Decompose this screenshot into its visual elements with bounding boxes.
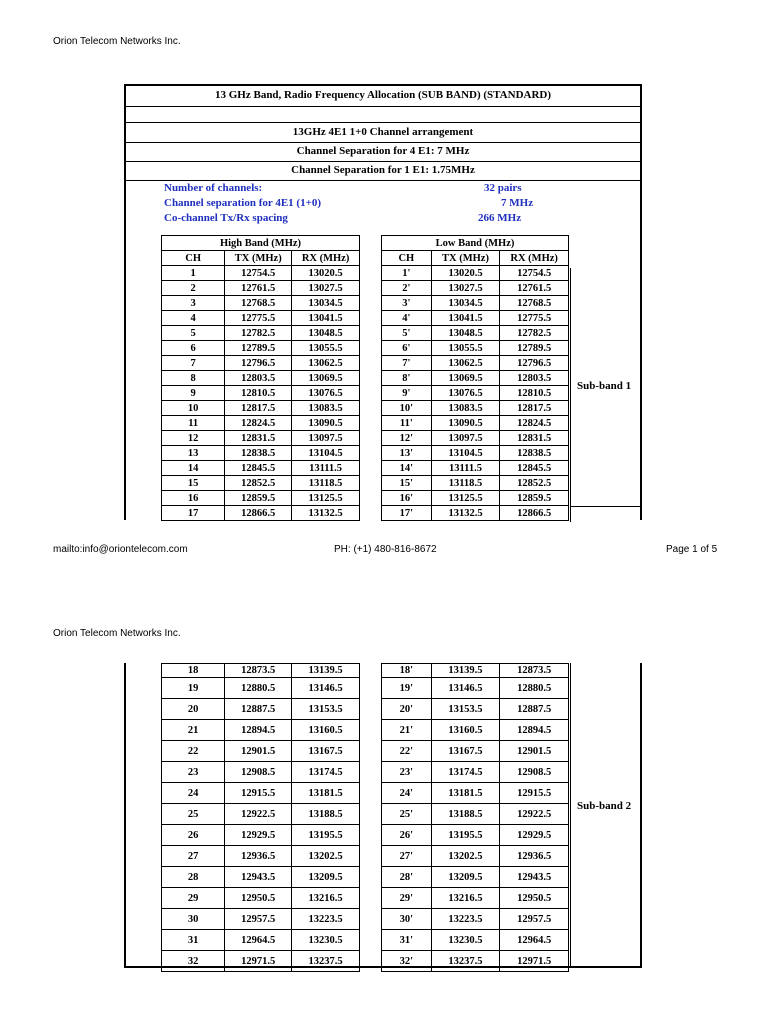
cell-tx: 13069.5	[431, 371, 500, 386]
table-row	[162, 401, 360, 416]
table-row	[162, 326, 360, 341]
table-row	[162, 446, 360, 461]
table-row	[162, 720, 360, 741]
table-row	[382, 371, 569, 386]
cell-tx: 12901.5	[225, 741, 292, 762]
cell-rx: 13160.5	[292, 720, 360, 741]
table-row	[382, 741, 569, 762]
cell-ch: 1	[162, 266, 225, 281]
table-row	[382, 678, 569, 699]
table-row	[162, 909, 360, 930]
table-row	[382, 909, 569, 930]
cell-tx: 12817.5	[225, 401, 292, 416]
cell-rx: 13202.5	[292, 846, 360, 867]
cell-tx: 12929.5	[225, 825, 292, 846]
cell-rx: 12964.5	[500, 930, 569, 951]
cell-rx: 13055.5	[292, 341, 360, 356]
cell-tx: 12789.5	[225, 341, 292, 356]
cell-tx: 12922.5	[225, 804, 292, 825]
low-band-table	[381, 235, 569, 521]
cell-tx: 13174.5	[431, 762, 500, 783]
table-row	[162, 431, 360, 446]
cell-tx: 13160.5	[431, 720, 500, 741]
col-ch: CH	[162, 251, 225, 266]
cell-rx: 13034.5	[292, 296, 360, 311]
high-band-title: High Band (MHz)	[162, 236, 360, 251]
cell-rx: 12929.5	[500, 825, 569, 846]
high-band-table	[161, 235, 360, 521]
cell-rx: 12852.5	[500, 476, 569, 491]
cell-ch: 7	[162, 356, 225, 371]
table-row	[162, 416, 360, 431]
table-row	[162, 476, 360, 491]
cell-rx: 13195.5	[292, 825, 360, 846]
cell-tx: 13027.5	[431, 281, 500, 296]
table-row	[382, 356, 569, 371]
cell-rx: 12894.5	[500, 720, 569, 741]
cell-rx: 12831.5	[500, 431, 569, 446]
cell-ch: 17'	[382, 506, 432, 521]
cell-ch: 27'	[382, 846, 432, 867]
table-row	[382, 296, 569, 311]
table-row	[162, 804, 360, 825]
cell-tx: 13230.5	[431, 930, 500, 951]
cell-rx: 13209.5	[292, 867, 360, 888]
cell-ch: 5	[162, 326, 225, 341]
cell-rx: 13097.5	[292, 431, 360, 446]
table-row	[162, 461, 360, 476]
cell-ch: 24	[162, 783, 225, 804]
table-row	[382, 476, 569, 491]
table-row	[382, 951, 569, 972]
col-tx: TX (MHz)	[431, 251, 500, 266]
cell-rx: 12824.5	[500, 416, 569, 431]
cell-rx: 12761.5	[500, 281, 569, 296]
cell-ch: 26'	[382, 825, 432, 846]
table-row	[382, 416, 569, 431]
cell-rx: 13020.5	[292, 266, 360, 281]
cell-rx: 12796.5	[500, 356, 569, 371]
cell-tx: 13083.5	[431, 401, 500, 416]
cell-ch: 23'	[382, 762, 432, 783]
cell-tx: 12782.5	[225, 326, 292, 341]
table-row	[382, 446, 569, 461]
param-label: Channel separation for 4E1 (1+0)	[164, 197, 322, 209]
cell-tx: 12845.5	[225, 461, 292, 476]
cell-rx: 12845.5	[500, 461, 569, 476]
cell-ch: 3	[162, 296, 225, 311]
cell-tx: 13055.5	[431, 341, 500, 356]
cell-ch: 2'	[382, 281, 432, 296]
cell-ch: 15	[162, 476, 225, 491]
table-row	[382, 825, 569, 846]
cell-ch: 18	[162, 664, 225, 678]
table-row	[162, 846, 360, 867]
cell-ch: 29	[162, 888, 225, 909]
cell-tx: 12943.5	[225, 867, 292, 888]
cell-tx: 13139.5	[431, 664, 500, 678]
table-row	[382, 888, 569, 909]
param-value: 32 pairs	[484, 182, 522, 194]
cell-ch: 15'	[382, 476, 432, 491]
cell-tx: 13104.5	[431, 446, 500, 461]
cell-rx: 13027.5	[292, 281, 360, 296]
cell-ch: 7'	[382, 356, 432, 371]
cell-ch: 30'	[382, 909, 432, 930]
cell-ch: 24'	[382, 783, 432, 804]
cell-tx: 12936.5	[225, 846, 292, 867]
cell-tx: 12971.5	[225, 951, 292, 972]
cell-rx: 12866.5	[500, 506, 569, 521]
cell-tx: 13153.5	[431, 699, 500, 720]
cell-rx: 12936.5	[500, 846, 569, 867]
table-row	[382, 720, 569, 741]
cell-ch: 6	[162, 341, 225, 356]
table-row	[162, 699, 360, 720]
cell-rx: 12782.5	[500, 326, 569, 341]
cell-tx: 13216.5	[431, 888, 500, 909]
cell-ch: 20'	[382, 699, 432, 720]
cell-rx: 12950.5	[500, 888, 569, 909]
cell-ch: 8	[162, 371, 225, 386]
cell-ch: 16'	[382, 491, 432, 506]
cell-ch: 10'	[382, 401, 432, 416]
param-value: 7 MHz	[501, 197, 534, 209]
cell-ch: 31	[162, 930, 225, 951]
cell-ch: 6'	[382, 341, 432, 356]
cell-tx: 13125.5	[431, 491, 500, 506]
table-row	[382, 804, 569, 825]
cell-tx: 13062.5	[431, 356, 500, 371]
cell-tx: 12915.5	[225, 783, 292, 804]
table-row	[162, 951, 360, 972]
cell-tx: 13223.5	[431, 909, 500, 930]
cell-ch: 14	[162, 461, 225, 476]
cell-tx: 12859.5	[225, 491, 292, 506]
table-row	[162, 888, 360, 909]
low-band-title: Low Band (MHz)	[382, 236, 569, 251]
cell-rx: 12901.5	[500, 741, 569, 762]
col-tx: TX (MHz)	[225, 251, 292, 266]
table-row	[162, 491, 360, 506]
cell-tx: 13034.5	[431, 296, 500, 311]
cell-rx: 12887.5	[500, 699, 569, 720]
cell-ch: 21	[162, 720, 225, 741]
cell-rx: 13111.5	[292, 461, 360, 476]
table-row	[382, 846, 569, 867]
cell-tx: 12810.5	[225, 386, 292, 401]
cell-ch: 30	[162, 909, 225, 930]
cell-ch: 11'	[382, 416, 432, 431]
channel-separation-1e1: Channel Separation for 1 E1: 1.75MHz	[291, 164, 475, 176]
cell-ch: 12	[162, 431, 225, 446]
cell-tx: 12908.5	[225, 762, 292, 783]
cell-ch: 25'	[382, 804, 432, 825]
cell-ch: 4	[162, 311, 225, 326]
cell-rx: 12789.5	[500, 341, 569, 356]
table-row	[162, 825, 360, 846]
cell-tx: 12964.5	[225, 930, 292, 951]
col-rx: RX (MHz)	[500, 251, 569, 266]
table-title: 13 GHz Band, Radio Frequency Allocation (SUB BAND) (STANDARD)	[214, 89, 552, 101]
high-band-table-continued	[161, 663, 360, 972]
cell-ch: 32	[162, 951, 225, 972]
cell-tx: 12852.5	[225, 476, 292, 491]
table-row	[162, 356, 360, 371]
cell-rx: 13132.5	[292, 506, 360, 521]
cell-rx: 13041.5	[292, 311, 360, 326]
cell-tx: 12775.5	[225, 311, 292, 326]
cell-tx: 13167.5	[431, 741, 500, 762]
cell-tx: 13202.5	[431, 846, 500, 867]
cell-ch: 22	[162, 741, 225, 762]
table-row	[382, 930, 569, 951]
cell-ch: 17	[162, 506, 225, 521]
cell-ch: 3'	[382, 296, 432, 311]
cell-ch: 9'	[382, 386, 432, 401]
cell-tx: 13209.5	[431, 867, 500, 888]
table-row	[382, 783, 569, 804]
cell-ch: 16	[162, 491, 225, 506]
cell-ch: 23	[162, 762, 225, 783]
table-row	[382, 386, 569, 401]
cell-rx: 12873.5	[500, 664, 569, 678]
cell-rx: 12880.5	[500, 678, 569, 699]
cell-rx: 12971.5	[500, 951, 569, 972]
table-row	[162, 867, 360, 888]
table-row	[162, 664, 360, 678]
cell-tx: 13076.5	[431, 386, 500, 401]
cell-rx: 13139.5	[292, 664, 360, 678]
table-row	[382, 461, 569, 476]
table-row	[382, 281, 569, 296]
cell-ch: 5'	[382, 326, 432, 341]
cell-tx: 12866.5	[225, 506, 292, 521]
cell-ch: 12'	[382, 431, 432, 446]
cell-tx: 13118.5	[431, 476, 500, 491]
cell-tx: 13237.5	[431, 951, 500, 972]
cell-rx: 13153.5	[292, 699, 360, 720]
cell-rx: 12838.5	[500, 446, 569, 461]
cell-rx: 12915.5	[500, 783, 569, 804]
cell-ch: 31'	[382, 930, 432, 951]
cell-ch: 10	[162, 401, 225, 416]
table-row	[162, 371, 360, 386]
cell-rx: 12768.5	[500, 296, 569, 311]
table-row	[382, 867, 569, 888]
channel-separation-4e1: Channel Separation for 4 E1: 7 MHz	[296, 145, 470, 157]
channel-arrangement: 13GHz 4E1 1+0 Channel arrangement	[292, 126, 474, 138]
table-row	[382, 341, 569, 356]
cell-ch: 32'	[382, 951, 432, 972]
cell-tx: 12950.5	[225, 888, 292, 909]
cell-tx: 13090.5	[431, 416, 500, 431]
company-name: Orion Telecom Networks Inc.	[53, 628, 181, 639]
cell-rx: 12957.5	[500, 909, 569, 930]
cell-tx: 12768.5	[225, 296, 292, 311]
cell-ch: 8'	[382, 371, 432, 386]
cell-tx: 12894.5	[225, 720, 292, 741]
table-row	[382, 664, 569, 678]
cell-ch: 13'	[382, 446, 432, 461]
cell-ch: 22'	[382, 741, 432, 762]
cell-ch: 13	[162, 446, 225, 461]
table-row	[162, 678, 360, 699]
cell-rx: 13104.5	[292, 446, 360, 461]
cell-tx: 12873.5	[225, 664, 292, 678]
cell-ch: 26	[162, 825, 225, 846]
company-name: Orion Telecom Networks Inc.	[53, 36, 181, 47]
cell-rx: 13230.5	[292, 930, 360, 951]
cell-ch: 28	[162, 867, 225, 888]
cell-ch: 21'	[382, 720, 432, 741]
cell-tx: 12761.5	[225, 281, 292, 296]
table-row	[382, 699, 569, 720]
cell-ch: 9	[162, 386, 225, 401]
table-row	[382, 762, 569, 783]
cell-rx: 12817.5	[500, 401, 569, 416]
low-band-table-continued	[381, 663, 569, 972]
param-label: Co-channel Tx/Rx spacing	[164, 212, 288, 224]
table-row	[162, 506, 360, 521]
footer-phone: PH: (+1) 480-816-8672	[334, 544, 437, 555]
cell-rx: 13083.5	[292, 401, 360, 416]
cell-tx: 13146.5	[431, 678, 500, 699]
cell-rx: 13090.5	[292, 416, 360, 431]
cell-rx: 13216.5	[292, 888, 360, 909]
table-row	[382, 431, 569, 446]
cell-tx: 13097.5	[431, 431, 500, 446]
table-row	[162, 311, 360, 326]
cell-tx: 12754.5	[225, 266, 292, 281]
cell-rx: 13118.5	[292, 476, 360, 491]
cell-ch: 25	[162, 804, 225, 825]
cell-ch: 27	[162, 846, 225, 867]
cell-ch: 18'	[382, 664, 432, 678]
cell-tx: 12796.5	[225, 356, 292, 371]
table-row	[162, 341, 360, 356]
cell-ch: 11	[162, 416, 225, 431]
cell-tx: 12880.5	[225, 678, 292, 699]
table-row	[162, 281, 360, 296]
cell-tx: 12838.5	[225, 446, 292, 461]
table-row	[382, 311, 569, 326]
cell-rx: 13146.5	[292, 678, 360, 699]
param-label: Number of channels:	[164, 182, 263, 194]
cell-rx: 13174.5	[292, 762, 360, 783]
cell-ch: 2	[162, 281, 225, 296]
footer-email[interactable]: mailto:info@oriontelecom.com	[53, 544, 188, 555]
cell-rx: 12859.5	[500, 491, 569, 506]
col-ch: CH	[382, 251, 432, 266]
cell-tx: 12887.5	[225, 699, 292, 720]
param-value: 266 MHz	[478, 212, 522, 224]
cell-tx: 13041.5	[431, 311, 500, 326]
cell-rx: 13188.5	[292, 804, 360, 825]
cell-tx: 12957.5	[225, 909, 292, 930]
cell-ch: 29'	[382, 888, 432, 909]
footer-page-number: Page 1 of 5	[666, 544, 718, 555]
table-row	[382, 491, 569, 506]
table-row	[162, 266, 360, 281]
cell-tx: 12824.5	[225, 416, 292, 431]
table-row	[382, 401, 569, 416]
cell-rx: 12775.5	[500, 311, 569, 326]
col-rx: RX (MHz)	[292, 251, 360, 266]
table-row	[382, 506, 569, 521]
table-row	[162, 930, 360, 951]
table-row	[162, 741, 360, 762]
cell-rx: 13181.5	[292, 783, 360, 804]
cell-rx: 12803.5	[500, 371, 569, 386]
cell-ch: 1'	[382, 266, 432, 281]
cell-rx: 13062.5	[292, 356, 360, 371]
table-row	[382, 266, 569, 281]
table-row	[162, 762, 360, 783]
cell-ch: 19'	[382, 678, 432, 699]
cell-rx: 12810.5	[500, 386, 569, 401]
cell-ch: 4'	[382, 311, 432, 326]
cell-ch: 14'	[382, 461, 432, 476]
table-row	[162, 783, 360, 804]
cell-tx: 13195.5	[431, 825, 500, 846]
cell-tx: 13132.5	[431, 506, 500, 521]
cell-rx: 13167.5	[292, 741, 360, 762]
cell-tx: 13048.5	[431, 326, 500, 341]
cell-tx: 13188.5	[431, 804, 500, 825]
sub-band-2-label: Sub-band 2	[577, 800, 632, 812]
cell-rx: 12922.5	[500, 804, 569, 825]
table-row	[162, 296, 360, 311]
cell-rx: 13069.5	[292, 371, 360, 386]
cell-tx: 13020.5	[431, 266, 500, 281]
cell-ch: 20	[162, 699, 225, 720]
cell-tx: 13111.5	[431, 461, 500, 476]
cell-tx: 12831.5	[225, 431, 292, 446]
cell-tx: 12803.5	[225, 371, 292, 386]
cell-rx: 13048.5	[292, 326, 360, 341]
cell-rx: 12754.5	[500, 266, 569, 281]
cell-ch: 19	[162, 678, 225, 699]
cell-ch: 28'	[382, 867, 432, 888]
cell-tx: 13181.5	[431, 783, 500, 804]
table-row	[382, 326, 569, 341]
cell-rx: 13237.5	[292, 951, 360, 972]
sub-band-1-label: Sub-band 1	[577, 380, 632, 392]
cell-rx: 12908.5	[500, 762, 569, 783]
cell-rx: 13223.5	[292, 909, 360, 930]
cell-rx: 13125.5	[292, 491, 360, 506]
table-row	[162, 386, 360, 401]
cell-rx: 12943.5	[500, 867, 569, 888]
cell-rx: 13076.5	[292, 386, 360, 401]
